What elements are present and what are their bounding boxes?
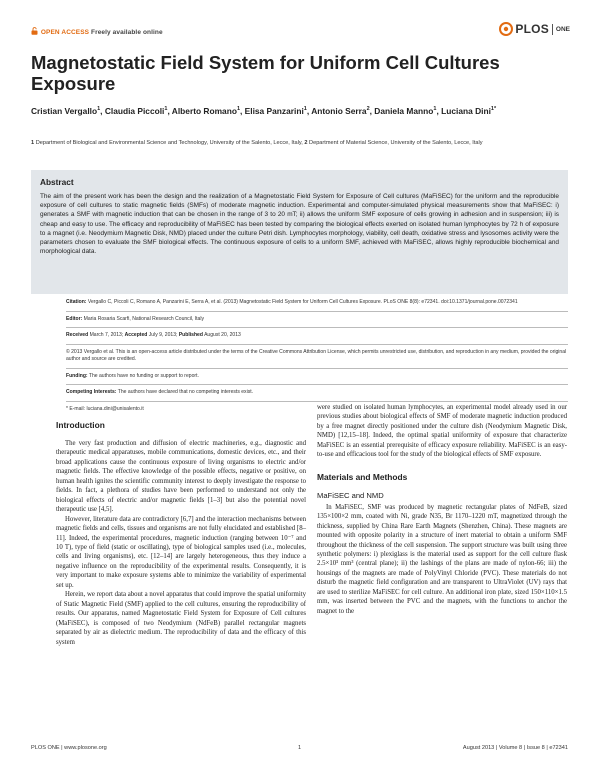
logo-divider [552,24,553,35]
methods-paragraph: In MaFiSEC, SMF was produced by magnetic rectangular plates of NdFeB, sized 135×100×2 mm, coated with Ni, grade N35, Br 1170–1220 mT, magnetized through the thickness, supplied by China Rare Earth Magnets (Shenzhen, China). These magnets are mounted with opposite polarity in a structure of inert material to obtain a uniform SMF throughout the thickness of the cell suspension. The support structure was built using three synthetic polymers: i) plexiglass is the material used as support for the cell culture flask 2.5×10³ mm³ (central plane); ii) the lashings of the plans are made of nylon-66; iii) the housings of the magnets are made of PolyVinyl Chloride (PVC). These materials do not disturb the magnetic field configuration and are transparent to UltraViolet (UV) rays that are used to sterilize MaFiSEC for cell culture. An additional iron plate, sized 150×110×1.5 mm, was inserted between the PVC and the magnets, with the functions to anchor the magnet to the [317,503,567,615]
footer-issue: August 2013 | Volume 8 | Issue 8 | e72341 [462,745,568,751]
methods-heading: Materials and Methods [317,471,408,482]
author-list [31,103,576,118]
author: Claudia Piccoli$^1$, [104,105,172,116]
meta-divider [66,368,568,369]
email[interactable]: * E-mail: luciana.dini@unisalento.it [66,405,144,412]
affiliations: 1 Department of Biological and Environmental Science and Technology, University of the Salento, Lecce, Italy, 2 Department of Material Science, University of the Salento, Lecce, Italy [31,140,483,146]
article-metadata [66,299,568,416]
intro-paragraph: However, literature data are contradictory [6,7] and the interaction mechanisms between magnetic fields and cells, tissues and organisms are not fully elucidated and established [8–11]. Indeed, the experimental procedures, magnetic induction (ranging between 10⁻⁷ and 10 T), type of field (static or oscillating), type of biological samples used (i.e., molecules, cells and living organisms), etc. [12–14] are largely heterogeneous, thus they induce a negative influence on the reproducibility of the experimental results. Consequently, it is very important to make exposure systems able to minimize the variability of experimental set up. [56,515,306,589]
journal-name: PLOS [515,22,549,36]
abstract-box [31,170,568,294]
abstract-text: The aim of the present work has been the design and the realization of a Magnetostatic Field System for Exposure of Cell cultures (MaFiSEC) for the uniform and the reproducible exposure of cell cultures to static magnetic fields (SMFs) of moderate magnetic induction. Experimental and computer-simulated physical measurements show that MaFiSEC: i) generates a SMF with magnetic induction that can be chosen in the range of 3 to 20 mT; ii) allows the uniform SMF exposure of cells growing in adhesion and in suspension; iii) is cheap and easy to use. The efficacy and reproducibility of MaFiSEC has been tested by comparing the biological effects exerted on isolated human lymphocytes by 72 h of exposure to a magnet (i.e. Neodymium Magnetic Disk, NMD) placed under the culture Petri dish. Lymphocytes morphology, viability, cell death, oxidative stress and lysosomes activity were the parameters chosen to evaluate the SMF biological effects. The continuous exposure of cells to a uniform SMF, achieved with MaFiSEC, allows highly reproducible biochemical and morphological data. [40,193,559,256]
intro-paragraph: The very fast production and diffusion of electric machineries, e.g., diagnostic and therapeutic medical apparatuses, mobile communications, domestic devices, etc., and their broad applications cause the continuous exposure of living organisms to electric and/or magnetic fields. The effective knowledge of the possible effects, negative or positive, on human health ignites the scientific community interest to deeply investigate the response to fields. In fact, a plethora of studies have been performed to understand not only the biological effects of electric and/or magnetic fields [1–3] but also the potential novel therapeutic use [4,5]. [56,440,306,514]
footer-journal: PLOS ONE | www.plosone.org [31,745,107,751]
meta-divider [66,344,568,345]
competing-interests: Competing Interests: The authors have declared that no competing interests exist. [66,389,254,395]
author: Elisa Panzarini$^1$, [244,105,312,116]
meta-divider [66,311,568,312]
author: Antonio Serra$^2$, [311,105,375,116]
abstract-heading: Abstract [40,177,74,187]
paper-title: Magnetostatic Field System for Uniform Cell Cultures Exposure [31,52,500,94]
plos-logo-icon [499,22,513,36]
meta-divider [66,327,568,328]
editor: Editor: Maria Rosaria Scarfi, National Research Council, Italy [66,315,205,322]
right-column [317,403,567,616]
left-column [56,420,306,647]
subsection-heading: MaFiSEC and NMD [317,490,384,500]
meta-divider [66,384,568,385]
open-access-badge [31,27,163,36]
page-number: 1 [298,745,302,751]
author: Cristian Vergallo$^1$, [31,105,105,116]
funding: Funding: The authors have no funding or support to report. [66,372,199,379]
open-lock-icon [31,27,38,35]
open-label: OPEN [40,29,60,36]
author: Luciana Dini$^{1*}$ [441,105,497,116]
access-label: ACCESS [61,29,90,36]
meta-divider [66,401,568,402]
dates: Received March 7, 2013; Accepted July 9, 2013; Published August 20, 2013 [66,332,241,338]
journal-logo [499,22,570,36]
free-label: Freely available online [91,29,163,36]
citation: Citation: Vergallo C, Piccoli C, Romano A, Panzarini E, Serra A, et al. (2013) Magnetostatic Field System for Uniform Cell Cultures Exposure. PLoS ONE 8(8): e72341. doi:10.1371/journal.pone.0072341 [66,299,518,305]
intro-paragraph: Herein, we report data about a novel apparatus that could improve the spatial uniformity of Static Magnetic Field (SMF) applied to the cell cultures, ensuring the reproducibility of results. Our apparatus, named Magnetostatic Field System for Exposure of Cell cultures (MaFiSEC), is composed of two Neodymium (NdFeB) parallel rectangular magnets separated by air as dielectric medium. The reproducibility of data and the efficacy of this system [56,591,306,646]
introduction-heading: Introduction [56,420,105,430]
author: Alberto Romano$^1$, [171,105,245,116]
copyright: © 2013 Vergallo et al. This is an open-access article distributed under the terms of the Creative Commons Attribution License, which permits unrestricted use, distribution, and reproduction in any medium, provided the original author and source are credited. [66,348,567,362]
journal-sub: ONE [555,25,570,33]
author: Daniela Manno$^1$, [374,105,442,116]
intro-paragraph-continued: were studied on isolated human lymphocytes, an experimental model already used in our previous studies about biological effects of SMF of moderate magnetic induction produced by a free magnet directly positioned under the culture dish (Neodymium Magnetic Disk, NMD) [12,15–18]. Indeed, the optimal spatial uniformity of exposure that characterize MaFiSEC is an essential prerequisite of efficacy exposure reliability. MaFiSEC is an easy-to-use and efficacious tool for the study of the biological effects of SMF exposure. [317,404,567,459]
